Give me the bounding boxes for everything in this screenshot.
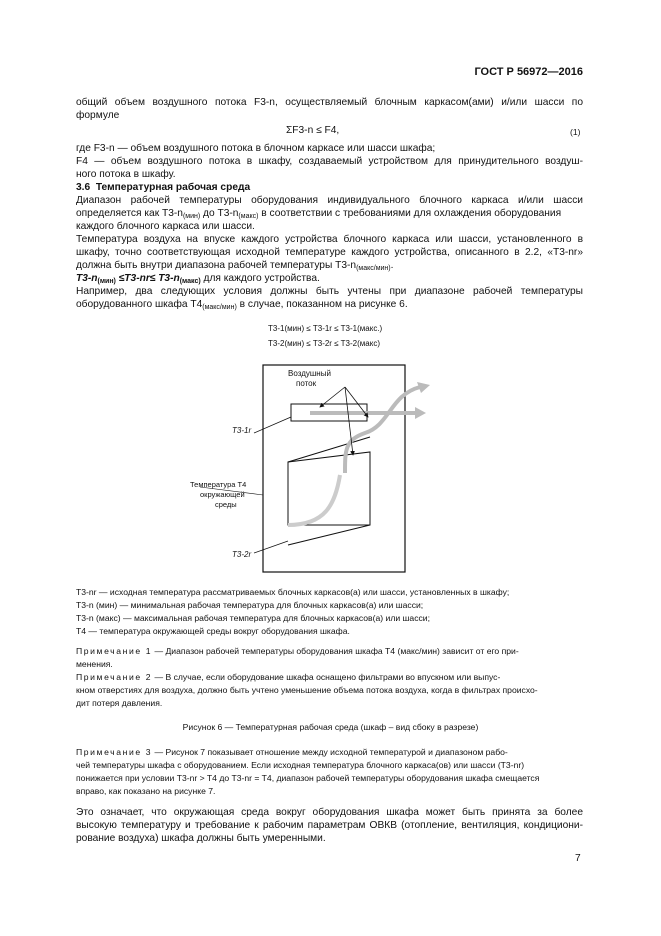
conclusion-line-2: высокую температуру и требование к рабочим параметрам ОВКВ (отопление, вентиляция, кондициони- [76, 820, 583, 831]
figure-6-diagram [160, 355, 460, 577]
legend-line-3: T3-n (макс) — максимальная рабочая температура для блочных каркасов(а) или шасси; [76, 613, 430, 623]
condition-2: T3-2(мин) ≤ T3-2r ≤ T3-2(макс) [268, 339, 380, 348]
section-heading [76, 181, 250, 194]
ambient-label-1: Температура T4 [190, 480, 247, 489]
legend-line-2: T3-n (мин) — минимальная рабочая температура для блочных каркасов(а) или шасси; [76, 600, 424, 610]
legend-line-1: T3-nr — исходная температура рассматриваемых блочных каркасов(а) или шасси, установленных в шкафу; [76, 587, 510, 597]
p1-line-2: определяется как $T3-n_{(мин)}$ до $T3-n_{(макс)}$ в соответствии с требованиями для охлаждения оборудования [76, 208, 562, 220]
where-line-3: ного потока в шкафу. [76, 169, 176, 180]
note-2-line-3: дит потеря давления. [76, 698, 163, 708]
p3-line-2: оборудованного шкафа $T4_{(макс/мин)}$ в случае, показанном на рисунке 6. [76, 299, 408, 311]
note-3-line-3: понижается при условии T3-nr > T4 до T3-nr = T4, диапазон рабочей температуры оборудования шкафа смещается [76, 773, 540, 783]
conclusion-line-1: Это означает, что окружающая среда вокруг оборудования шкафа может быть принята за более [76, 807, 583, 818]
airflow-arrow-2 [345, 387, 420, 473]
p1-line-1: Диапазон рабочей температуры оборудования индивидуального блочного каркаса и/или шасси [76, 195, 583, 206]
standard-header: ГОСТ Р 56972—2016 [474, 66, 583, 78]
p2-line-4: $T3-n_{(мин)} \le T3-nr\le T3-n_{(макс)}$ для каждого устройства. [76, 273, 320, 285]
note-2-line-2: кном отверстиях для воздуха, должно быть учтено уменьшение объема потока воздуха, когда в фильтрах происхо- [76, 685, 538, 695]
ambient-label-3: среды [215, 500, 237, 509]
formula-number: (1) [570, 127, 581, 137]
airflow-label-2: поток [296, 379, 317, 388]
airflow-arrow-3 [288, 475, 340, 525]
note-3-line-1: Примечание 3 — Рисунок 7 показывает отношение между исходной температурой и диапазоном рабо- [76, 747, 508, 757]
note-3-line-4: вправо, как показано на рисунке 7. [76, 786, 216, 796]
intro-line-1: общий объем воздушного потока F3-n, осуществляемый блочным каркасом(ами) и/или шасси по [76, 97, 583, 108]
figure-caption: Рисунок 6 — Температурная рабочая среда (шкаф – вид сбоку в разрезе) [182, 722, 479, 732]
chassis-2 [288, 452, 370, 525]
conclusion-line-3: рование воздуха) шкафа должны быть умеренными. [76, 833, 326, 844]
note-1-line-2: менения. [76, 659, 113, 669]
note-2-line-1: Примечание 2 — В случае, если оборудование шкафа оснащено фильтрами во впускном или выпус- [76, 672, 501, 682]
where-line-2: F4 — объем воздушного потока в шкафу, создаваемый устройством для принудительного воздуш- [76, 156, 583, 167]
p1-line-3: каждого блочного каркаса или шасси. [76, 221, 255, 232]
t31r-label: T3-1r [232, 426, 252, 435]
ambient-label-2: окружающей [200, 490, 245, 499]
where-line-1: где F3-n — объем воздушного потока в блочном каркасе или шасси шкафа; [76, 143, 436, 154]
note-1-line-1: Примечание 1 — Диапазон рабочей температуры оборудования шкафа T4 (макс/мин) зависит от его при- [76, 646, 519, 656]
note-3-line-2: чей температуры шкафа с оборудованием. Если исходная температура блочного каркаса(ов) или шасси (T3-nr) [76, 760, 525, 770]
p2-line-1: Температура воздуха на впуске каждого устройства блочного каркаса или шасси, установленного в [76, 234, 583, 245]
p2-line-3: должна быть внутри диапазона рабочей температуры $T3-n_{(макс/мин)}$. [76, 260, 394, 272]
p3-line-1: Например, два следующих условия должны быть учтены при диапазоне рабочей температуры [76, 286, 583, 297]
t32r-label: T3-2r [232, 550, 252, 559]
page-number: 7 [575, 853, 581, 864]
legend-line-4: T4 — температура окружающей среды вокруг оборудования шкафа. [76, 626, 350, 636]
section-title: Температурная рабочая среда [95, 182, 251, 193]
intro-line-2: формуле [76, 110, 120, 121]
section-number: 3.6 [76, 182, 91, 193]
airflow-label-1: Воздушный [288, 369, 331, 378]
p2-line-2: шкафу, точно соответствующая исходной температуре каждого устройства, описанного в 2.2, «T3-nr» [76, 247, 583, 258]
formula: ΣF3-n ≤ F4, [286, 125, 340, 136]
condition-1: T3-1(мин) ≤ T3-1r ≤ T3-1(макс.) [268, 324, 383, 333]
